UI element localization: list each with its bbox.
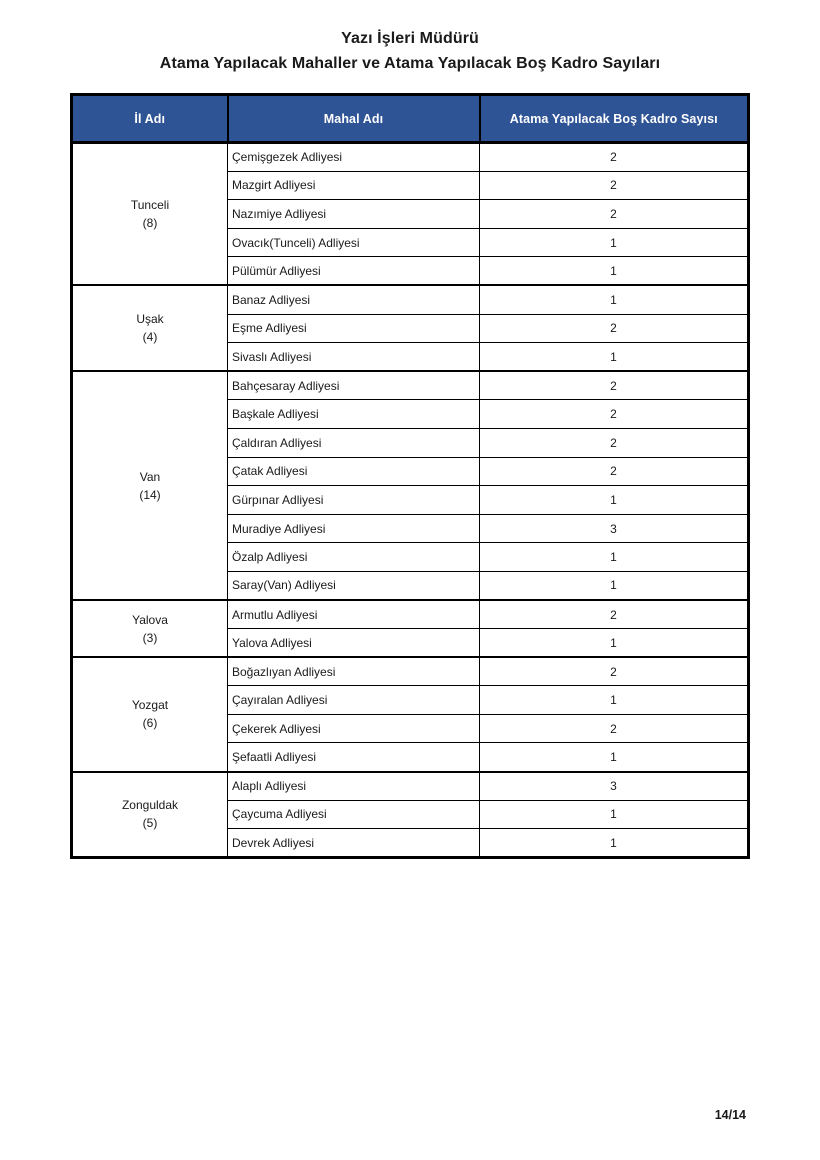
mahal-cell: Özalp Adliyesi: [228, 543, 480, 572]
kadro-cell: 1: [480, 543, 749, 572]
mahal-cell: Boğazlıyan Adliyesi: [228, 657, 480, 686]
kadro-cell: 2: [480, 714, 749, 743]
table-row: [72, 772, 749, 801]
province-count: (14): [139, 487, 161, 502]
kadro-cell: 2: [480, 600, 749, 629]
column-header-il-adi: İl Adı: [72, 95, 228, 143]
mahal-cell: Devrek Adliyesi: [228, 829, 480, 858]
province-name: Yalova: [132, 612, 168, 627]
assignments-table: [70, 93, 750, 859]
province-count: (6): [142, 716, 158, 731]
table-row: [72, 600, 749, 629]
kadro-cell: 2: [480, 428, 749, 457]
province-count: (3): [142, 630, 158, 645]
kadro-cell: 2: [480, 171, 749, 200]
province-cell: [72, 657, 228, 771]
mahal-cell: Çemişgezek Adliyesi: [228, 143, 480, 172]
mahal-cell: Yalova Adliyesi: [228, 629, 480, 658]
column-header-mahal-adi: Mahal Adı: [228, 95, 480, 143]
mahal-cell: Sivaslı Adliyesi: [228, 343, 480, 372]
table-row: [72, 285, 749, 314]
mahal-cell: Saray(Van) Adliyesi: [228, 571, 480, 600]
mahal-cell: Gürpınar Adliyesi: [228, 486, 480, 515]
document-title: Yazı İşleri Müdürü: [341, 30, 479, 47]
document-subtitle: Atama Yapılacak Mahaller ve Atama Yapılacak Boş Kadro Sayıları: [159, 55, 661, 72]
province-cell: [72, 371, 228, 600]
kadro-cell: 1: [480, 343, 749, 372]
kadro-cell: 1: [480, 486, 749, 515]
mahal-cell: Alaplı Adliyesi: [228, 772, 480, 801]
mahal-cell: Bahçesaray Adliyesi: [228, 371, 480, 400]
mahal-cell: Çayıralan Adliyesi: [228, 686, 480, 715]
mahal-cell: Başkale Adliyesi: [228, 400, 480, 429]
mahal-cell: Eşme Adliyesi: [228, 314, 480, 343]
kadro-cell: 1: [480, 228, 749, 257]
province-name: Tunceli: [130, 198, 170, 213]
kadro-cell: 1: [480, 686, 749, 715]
mahal-cell: Nazımiye Adliyesi: [228, 200, 480, 229]
kadro-cell: 1: [480, 800, 749, 829]
kadro-cell: 1: [480, 829, 749, 858]
kadro-cell: 1: [480, 571, 749, 600]
province-name: Zonguldak: [121, 798, 179, 813]
mahal-cell: Çatak Adliyesi: [228, 457, 480, 486]
kadro-cell: 2: [480, 457, 749, 486]
kadro-cell: 3: [480, 772, 749, 801]
kadro-cell: 1: [480, 629, 749, 658]
province-cell: [72, 600, 228, 657]
mahal-cell: Pülümür Adliyesi: [228, 257, 480, 286]
kadro-cell: 2: [480, 400, 749, 429]
table-header-row: [72, 95, 749, 143]
province-count: (4): [142, 330, 158, 345]
kadro-cell: 2: [480, 371, 749, 400]
kadro-cell: 1: [480, 285, 749, 314]
mahal-cell: Mazgirt Adliyesi: [228, 171, 480, 200]
table-row: [72, 657, 749, 686]
province-cell: [72, 285, 228, 371]
province-name: Van: [139, 469, 161, 484]
mahal-cell: Çekerek Adliyesi: [228, 714, 480, 743]
mahal-cell: Şefaatli Adliyesi: [228, 743, 480, 772]
kadro-cell: 2: [480, 314, 749, 343]
province-count: (5): [142, 816, 158, 831]
page-number: 14/14: [714, 1108, 746, 1122]
kadro-cell: 3: [480, 514, 749, 543]
table-row: [72, 371, 749, 400]
province-name: Yozgat: [131, 698, 169, 713]
mahal-cell: Armutlu Adliyesi: [228, 600, 480, 629]
kadro-cell: 2: [480, 143, 749, 172]
title-block: [0, 26, 820, 76]
table-row: [72, 143, 749, 172]
column-header-kadro-sayisi: Atama Yapılacak Boş Kadro Sayısı: [480, 95, 749, 143]
province-count: (8): [142, 216, 158, 231]
kadro-cell: 2: [480, 200, 749, 229]
mahal-cell: Banaz Adliyesi: [228, 285, 480, 314]
kadro-cell: 1: [480, 257, 749, 286]
mahal-cell: Ovacık(Tunceli) Adliyesi: [228, 228, 480, 257]
kadro-cell: 1: [480, 743, 749, 772]
mahal-cell: Çaycuma Adliyesi: [228, 800, 480, 829]
kadro-cell: 2: [480, 657, 749, 686]
province-cell: [72, 143, 228, 286]
mahal-cell: Muradiye Adliyesi: [228, 514, 480, 543]
province-name: Uşak: [136, 312, 164, 327]
mahal-cell: Çaldıran Adliyesi: [228, 428, 480, 457]
province-cell: [72, 772, 228, 858]
